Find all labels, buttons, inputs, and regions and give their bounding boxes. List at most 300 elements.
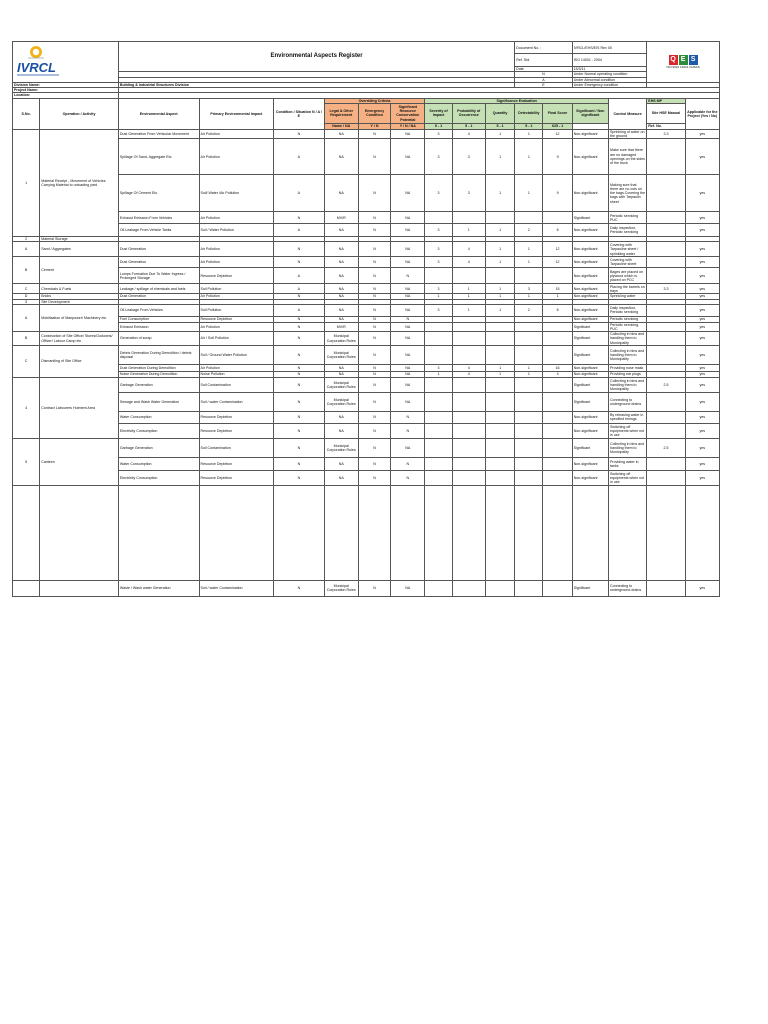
row-impact: Resource Depletion (199, 423, 274, 438)
row-condition: N (274, 345, 324, 364)
row-detectability: 1 (515, 129, 543, 138)
row-emergency: N (358, 332, 390, 346)
row-final-score: 6 (543, 224, 572, 237)
aspects-register-sheet (12, 41, 720, 597)
row-emergency: N (358, 580, 390, 596)
row-aspect: Exhaust Emission From Vehicles (118, 212, 199, 224)
row-emergency: N (358, 284, 390, 294)
row-applicable: yes (685, 364, 719, 371)
row-sno: A (13, 242, 40, 257)
row-final-score: 9 (543, 139, 572, 175)
row-quantity (485, 457, 514, 470)
row-ref-no (647, 470, 685, 485)
row-impact: Soil / Ground Water Pollution (199, 345, 274, 364)
row-final-score (543, 392, 572, 411)
blank-gap-row (13, 485, 720, 580)
row-operation: Dismantling of Site Office (40, 345, 119, 377)
row-sno: B (13, 257, 40, 284)
row-detectability (515, 212, 543, 224)
row-operation: Chemicals & Fuels (40, 284, 119, 294)
row-impact: Resource Depletion (199, 316, 274, 322)
row-condition: N (274, 322, 324, 331)
row-aspect: Electricity Consumption (118, 470, 199, 485)
row-sno: A (13, 304, 40, 331)
row-applicable: yes (685, 257, 719, 268)
row-impact: Soil / Water Pollution (199, 224, 274, 237)
row-legal: NA (324, 129, 358, 138)
row-probability: 4 (452, 129, 485, 138)
row-resource: NA (391, 322, 425, 331)
row-resource: NA (391, 242, 425, 257)
row-detectability: 3 (515, 284, 543, 294)
row-probability: 1 (452, 294, 485, 299)
row-severity (425, 470, 452, 485)
row-severity (425, 457, 452, 470)
row-impact: Resource Depletion (199, 457, 274, 470)
row-emergency: N (358, 242, 390, 257)
row-aspect: Generation of scrap (118, 332, 199, 346)
row-probability: 3 (452, 175, 485, 212)
row-condition: N (274, 457, 324, 470)
row-impact: Soil / water Contamination (199, 580, 274, 596)
table-row (13, 175, 720, 212)
row-sno: 2 (13, 237, 40, 242)
row-quantity (485, 332, 514, 346)
row-control: By releasing water in specified timings (608, 411, 646, 423)
row-severity: 3 (425, 304, 452, 316)
row-control: Connecting to underground drains (608, 392, 646, 411)
row-applicable: yes (685, 242, 719, 257)
ivrcl-logo-icon (14, 42, 114, 82)
row-condition: N (274, 294, 324, 299)
row-operation: Site Development (40, 299, 119, 304)
row-operation: Cement (40, 257, 119, 284)
row-applicable: yes (685, 332, 719, 346)
table-row (13, 470, 720, 485)
row-severity (425, 377, 452, 392)
row-significance: Non-significant (572, 139, 608, 175)
row-probability (452, 470, 485, 485)
row-legal: NA (324, 257, 358, 268)
row-applicable: yes (685, 377, 719, 392)
row-probability: 3 (452, 139, 485, 175)
row-resource: NA (391, 580, 425, 596)
location-label: Location: (13, 93, 119, 98)
row-impact: Air / Soil Pollution (199, 332, 274, 346)
row-final-score (543, 438, 572, 457)
row-significance: Non-significant (572, 268, 608, 284)
row-severity: 3 (425, 139, 452, 175)
row-ref-no (647, 212, 685, 224)
row-detectability: 1 (515, 371, 543, 377)
row-operation: Material Storage (40, 237, 119, 242)
row-condition: A (274, 175, 324, 212)
row-resource: N (391, 316, 425, 322)
row-emergency: N (358, 316, 390, 322)
row-impact: Air Pollution (199, 139, 274, 175)
row-emergency: N (358, 139, 390, 175)
row-quantity (485, 438, 514, 457)
row-severity: 3 (425, 257, 452, 268)
row-ref-no (647, 242, 685, 257)
row-severity: 3 (425, 284, 452, 294)
row-aspect: Sewage and Wash Water Generation (118, 392, 199, 411)
row-detectability (515, 580, 543, 596)
row-emergency: N (358, 304, 390, 316)
row-ref-no (647, 224, 685, 237)
row-legal: Municipal Corporation Rules (324, 438, 358, 457)
row-legal: NA (324, 139, 358, 175)
row-ref-no: 3.3 (647, 284, 685, 294)
row-control: Providing water in tanks (608, 457, 646, 470)
table-row (13, 129, 720, 138)
row-emergency: N (358, 345, 390, 364)
row-condition: N (274, 371, 324, 377)
row-final-score (543, 345, 572, 364)
row-resource: NA (391, 392, 425, 411)
table-row (13, 139, 720, 175)
row-severity: 3 (425, 364, 452, 371)
row-applicable: yes (685, 392, 719, 411)
row-condition: N (274, 438, 324, 457)
row-significance: Non-significant (572, 423, 608, 438)
row-sno: D (13, 294, 40, 299)
row-severity (425, 268, 452, 284)
row-aspect: Noise Generation During Demolition (118, 371, 199, 377)
row-severity (425, 580, 452, 596)
table-row (13, 224, 720, 237)
row-emergency: N (358, 377, 390, 392)
row-legal: NA (324, 411, 358, 423)
row-resource: NA (391, 212, 425, 224)
table-row (13, 304, 720, 316)
row-condition: N (274, 423, 324, 438)
table-row (13, 268, 720, 284)
row-impact: Resource Depletion (199, 470, 274, 485)
row-condition: N (274, 242, 324, 257)
row-emergency: N (358, 364, 390, 371)
row-resource: NA (391, 345, 425, 364)
row-significance: Non-significant (572, 411, 608, 423)
row-aspect: Leakage / spillage of chemicals and fuels (118, 284, 199, 294)
row-resource: N (391, 411, 425, 423)
row-quantity (485, 322, 514, 331)
row-significance: Significant (572, 377, 608, 392)
row-probability (452, 411, 485, 423)
row-legal: Municipal Corporation Rules (324, 377, 358, 392)
row-condition: N (274, 580, 324, 596)
table-row (13, 284, 720, 294)
row-quantity: 1 (485, 364, 514, 371)
row-significance: Non-significant (572, 129, 608, 138)
row-final-score: 16 (543, 364, 572, 371)
row-final-score (543, 411, 572, 423)
row-significance: Non-significant (572, 371, 608, 377)
row-final-score: 9 (543, 175, 572, 212)
row-impact: Soil Pollution (199, 304, 274, 316)
row-sno: B (13, 332, 40, 346)
table-row (13, 345, 720, 364)
row-final-score (543, 332, 572, 346)
row-emergency: N (358, 392, 390, 411)
row-applicable: yes (685, 457, 719, 470)
row-final-score (543, 268, 572, 284)
row-aspect: Exhaust Emission (118, 322, 199, 331)
row-condition: A (274, 139, 324, 175)
row-ref-no: 2.5 (647, 438, 685, 457)
row-ref-no (647, 257, 685, 268)
row-impact: Air Pollution (199, 257, 274, 268)
row-legal: NA (324, 423, 358, 438)
row-control: Switching off equipments when not in use (608, 470, 646, 485)
row-applicable: yes (685, 212, 719, 224)
row-significance: Significant (572, 212, 608, 224)
row-detectability (515, 423, 543, 438)
row-aspect: Water Consumption (118, 411, 199, 423)
row-significance: Non-significant (572, 257, 608, 268)
row-legal: NA (324, 371, 358, 377)
row-resource: NA (391, 332, 425, 346)
row-probability (452, 345, 485, 364)
row-significance: Non-significant (572, 457, 608, 470)
row-condition: A (274, 284, 324, 294)
table-row (13, 392, 720, 411)
row-detectability (515, 470, 543, 485)
row-operation: Construction of Site Office/ Stores/Godowns/ Officer/ Labour Camp etc (40, 332, 119, 346)
row-control: Making sure that there are no cuts on the bags.Covering the bags with Tarpaulin sheet (608, 175, 646, 212)
row-impact: Air Pollution (199, 364, 274, 371)
row-resource: NA (391, 224, 425, 237)
row-quantity (485, 212, 514, 224)
table-row (13, 438, 720, 457)
row-quantity (485, 411, 514, 423)
row-applicable: yes (685, 304, 719, 316)
row-sno: 3 (13, 299, 40, 304)
row-probability (452, 392, 485, 411)
row-ref-no (647, 392, 685, 411)
row-sno: C (13, 345, 40, 377)
row-final-score (543, 457, 572, 470)
row-resource: NA (391, 284, 425, 294)
row-condition: N (274, 316, 324, 322)
row-aspect: Spillage Of Cement Etc. (118, 175, 199, 212)
row-ref-no (647, 364, 685, 371)
row-significance: Significant (572, 438, 608, 457)
row-aspect: Electricity Consumption (118, 423, 199, 438)
row-applicable: yes (685, 411, 719, 423)
row-legal: NA (324, 268, 358, 284)
row-final-score: 12 (543, 129, 572, 138)
row-aspect: Waste / Wash water Generation (118, 580, 199, 596)
row-aspect: Lumps Formation Due To Water Ingress / Prolonged Storage (118, 268, 199, 284)
row-operation: Canteen (40, 438, 119, 485)
row-severity: 3 (425, 129, 452, 138)
row-resource: N (391, 470, 425, 485)
row-impact: Resource Depletion (199, 411, 274, 423)
row-applicable: yes (685, 580, 719, 596)
row-quantity (485, 268, 514, 284)
row-emergency: N (358, 411, 390, 423)
row-operation: Bricks (40, 294, 119, 299)
row-control: Collecting in bins and handling them to Municipality (608, 332, 646, 346)
row-significance: Non-significant (572, 294, 608, 299)
row-emergency: N (358, 371, 390, 377)
row-condition: N (274, 212, 324, 224)
qes-badge: Q E S (648, 55, 718, 65)
row-control: Sprinkling water (608, 294, 646, 299)
row-quantity: 1 (485, 284, 514, 294)
row-detectability (515, 268, 543, 284)
row-condition: N (274, 332, 324, 346)
row-ref-no (647, 411, 685, 423)
row-significance: Significant (572, 580, 608, 596)
row-detectability: 1 (515, 242, 543, 257)
row-control: Covering with Tarpauline sheet (608, 257, 646, 268)
row-detectability (515, 332, 543, 346)
row-control: Make sure that there are no damaged openings on the sides of the truck (608, 139, 646, 175)
row-sno: 1 (13, 129, 40, 236)
row-final-score (543, 423, 572, 438)
row-legal: NA (324, 175, 358, 212)
table-row (13, 257, 720, 268)
register-table: IVRCL Environmental Aspects Register Document No. : IVRCL/EHS/EIS Rev 00 Q E S ISO 9001 14001 OHSAS Ref. Std. ISO 14001 : 2004 Date 15/3/11 N Under Normal operating condition A Under Abnormal condition Division Name: Building & Industrial Structures Division E Under Emergency condition Project Name: Location: S.No. Operation / Activity Environmental Aspect Primary Environmental Impact Condition / Situation N / A / E Overriding Criteria Significance Evaluation Control Measure EHS MP Applicable for the Project (Yes / No) Legal & Other Requirement Emergency Condition Significant Resource Conservation Potential Severity of Impact Probability of Occurrence Quantity Detectability Final Score Significant / Non significant Site HSE Manual Name / NA Y / N Y / N / NA 5 - 1 5 - 1 5 - 1 5 - 1 625 - 1 Ref. No. 1 Material Receipt - Movement of Vehicles Carrying Material to unloading yard Dust Generation From Vehicular Movement Air Pollution N NA N NA 3 4 1 1 12 Non-significant Sprinkling of water on the ground 3.3 yes Spillage Of Sand, Aggregate Etc. Air Pollution A NA N NA 3 3 1 1 9 Non-significant Make sure that there are no damaged openings on the sides of the truck yes Spillage Of Cement Etc. Soil/ Water /Air Pollution A NA N NA 3 3 1 1 9 Non-significant Making sure that there are no cuts on the bags.Covering the bags with Tarpaulin sheet yes Exhaust Emission From Vehicles Air Pollution N MV/R N NA Significant Periodic servicing PUC yes Oil Leakage From Vehicle Tanks Soil / Water Pollution A NA N NA 3 1 1 2 6 Non-significant Daily inspection, Periodic servicing yes 2 Material Storage A Sand / Aggregates Dust Generation Air Pollution N NA N NA 3 4 1 1 12 Non-significant Covering with Tarpauline sheet / sprinkling water yes B Cement Dust Generation Air Pollution N NA N NA 3 4 1 1 12 Non-significant Covering with Tarpauline sheet yes Lumps Formation Due To Water Ingress / Prolonged Storage Resource Depletion A NA N N Non-significant Bages are placed on plywood which is placed on PCC yes C Chemicals & Fuels Leakage / spillage of chemicals and fuels Soil Pollution A NA N NA 3 1 1 3 15 Non-significant Placing the barrels on trays 3.3 yes D Bricks Dust Generation Air Pollution N NA N NA 1 1 1 1 1 Non-significant Sprinkling water yes 3 Site Development A Mobilisation of Manpower/ Machinery etc Oil Leakage From Vehicles Soil Pollution A NA N NA 3 1 1 2 6 Non-significant Daily inspection, Periodic servicing yes Fuel Consumption Resource Depletion N NA N N Non-significant Periodic servicing yes Exhaust Emission Air Pollution N MV/R N NA Significant Periodic servicing, PUC yes B Construction of Site Office/ Stores/Godowns/ Officer/ Labour Camp etc Generation of scrap Air / Soil Pollution N Municipal Corporation Rules N NA Significant Collecting in bins and handling them to Municipality yes C Dismantling of Site Office Debris Generation During Demolition / debris disposal Soil / Ground Water Pollution N Municipal Corporation Rules N NA Significant Collecting in bins and handling them to Municipality yes Dust Generation During Demolition Air Pollution N NA N NA 3 4 1 1 16 Non-significant Providing nose mask yes Noise Generation During Demolition Noise Pollution N NA N NA 1 4 1 1 4 Non-significant Providing ear plugs yes 4 Contract Labourers Hutment Area Garbage Generation Soil Contamination N Municipal Corporation Rules N NA Significant Collecting in bins and handling them to Municipality 2.5 yes Sewage and Wash Water Generation Soil / water Contamination N Municipal Corporation Rules N NA Significant Connecting to underground drains yes Water Consumption Resource Depletion N NA N N Non-significant By releasing water in specified timings yes Electricity Consumption Resource Depletion N NA N N Non-significant Switching off equipments when not in use yes 5 Canteen Garbage Generation Soil Contamination N Municipal Corporation Rules N NA Significant Collecting in bins and handling them to Municipality 2.5 yes Water Consumption Resource Depletion N NA N N Non-significant Providing water in tanks yes Electricity Consumption Resource Depletion N NA N N Non-significant Switching off equipments when not in use yes Waste / Wash water Generation Soil / water Contamination N Municipal Corporation Rules N NA Significant Connecting to underground drains yes (12, 41, 720, 597)
row-impact: Soil / water Contamination (199, 392, 274, 411)
row-impact: Air Pollution (199, 294, 274, 299)
row-condition: N (274, 411, 324, 423)
row-significance: Significant (572, 332, 608, 346)
row-probability (452, 457, 485, 470)
row-sno: 4 (13, 377, 40, 438)
row-aspect: Dust Generation (118, 242, 199, 257)
row-final-score (543, 580, 572, 596)
row-detectability (515, 457, 543, 470)
table-row (13, 377, 720, 392)
row-aspect: Dust Generation From Vehicular Movement (118, 129, 199, 138)
date-label: Date (515, 66, 572, 71)
row-applicable: yes (685, 371, 719, 377)
row-resource: NA (391, 175, 425, 212)
row-ref-no (647, 304, 685, 316)
doc-no-label: Document No. : (515, 42, 572, 54)
table-row (13, 457, 720, 470)
row-severity (425, 332, 452, 346)
division-label: Division Name: (13, 83, 119, 88)
row-detectability: 1 (515, 364, 543, 371)
row-legal: NA (324, 284, 358, 294)
row-quantity (485, 377, 514, 392)
row-severity: 3 (425, 242, 452, 257)
row-operation: Sand / Aggregates (40, 242, 119, 257)
row-probability (452, 332, 485, 346)
row-significance: Non-significant (572, 304, 608, 316)
row-detectability (515, 392, 543, 411)
row-ref-no (647, 139, 685, 175)
row-legal: Municipal Corporation Rules (324, 332, 358, 346)
row-applicable: yes (685, 322, 719, 331)
row-severity (425, 212, 452, 224)
row-ref-no (647, 457, 685, 470)
row-detectability (515, 377, 543, 392)
row-legal: NA (324, 242, 358, 257)
row-aspect: Spillage Of Sand, Aggregate Etc. (118, 139, 199, 175)
row-severity: 3 (425, 224, 452, 237)
table-row (13, 580, 720, 596)
row-final-score (543, 212, 572, 224)
row-quantity: 1 (485, 304, 514, 316)
row-significance: Non-significant (572, 224, 608, 237)
row-probability (452, 580, 485, 596)
row-emergency: N (358, 212, 390, 224)
row-control: Sprinkling of water on the ground (608, 129, 646, 138)
row-probability (452, 322, 485, 331)
row-quantity (485, 392, 514, 411)
row-resource: NA (391, 438, 425, 457)
row-sno (13, 580, 40, 596)
row-detectability (515, 322, 543, 331)
row-impact: Noise Pollution (199, 371, 274, 377)
row-condition: A (274, 304, 324, 316)
row-impact: Soil Contamination (199, 438, 274, 457)
row-aspect: Oil Leakage From Vehicles (118, 304, 199, 316)
row-aspect: Garbage Generation (118, 377, 199, 392)
row-impact: Soil Contamination (199, 377, 274, 392)
row-significance: Non-significant (572, 364, 608, 371)
row-probability: 1 (452, 224, 485, 237)
row-legal: NA (324, 304, 358, 316)
row-final-score: 12 (543, 242, 572, 257)
row-quantity: 1 (485, 371, 514, 377)
row-ref-no (647, 332, 685, 346)
date-value: 15/3/11 (572, 66, 647, 71)
row-resource: NA (391, 257, 425, 268)
row-probability: 4 (452, 371, 485, 377)
row-legal: NA (324, 457, 358, 470)
row-emergency: N (358, 268, 390, 284)
row-applicable: yes (685, 423, 719, 438)
row-detectability (515, 345, 543, 364)
row-severity (425, 322, 452, 331)
doc-no-value: IVRCL/EHS/EIS Rev 00 (572, 42, 647, 54)
row-resource: NA (391, 139, 425, 175)
table-row (13, 423, 720, 438)
row-ref-no: 3.3 (647, 129, 685, 138)
row-condition: N (274, 257, 324, 268)
row-final-score: 12 (543, 257, 572, 268)
row-final-score (543, 470, 572, 485)
row-legal: Municipal Corporation Rules (324, 345, 358, 364)
row-severity: 3 (425, 175, 452, 212)
row-severity (425, 345, 452, 364)
table-row (13, 411, 720, 423)
row-severity (425, 438, 452, 457)
row-quantity (485, 423, 514, 438)
row-condition: N (274, 129, 324, 138)
row-resource: NA (391, 371, 425, 377)
row-detectability: 1 (515, 294, 543, 299)
row-resource: N (391, 457, 425, 470)
row-ref-no (647, 580, 685, 596)
row-probability: 4 (452, 257, 485, 268)
row-final-score (543, 322, 572, 331)
row-control: Daily inspection, Periodic servicing (608, 304, 646, 316)
row-legal: NA (324, 294, 358, 299)
row-emergency: N (358, 224, 390, 237)
row-detectability (515, 411, 543, 423)
row-aspect: Dust Generation (118, 294, 199, 299)
row-resource: NA (391, 129, 425, 138)
row-emergency: N (358, 322, 390, 331)
row-resource: NA (391, 377, 425, 392)
